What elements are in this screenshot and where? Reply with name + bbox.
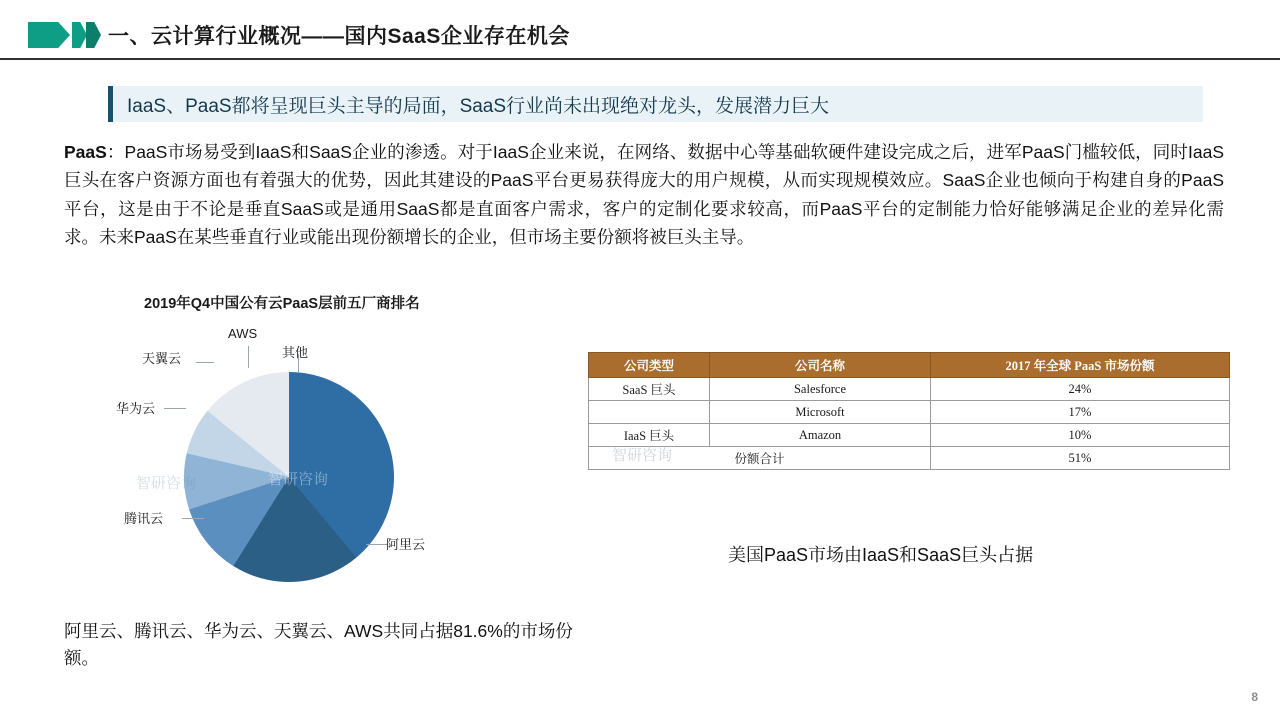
- leader-line-aws: [248, 346, 249, 368]
- pie-label-other: 其他: [282, 345, 309, 360]
- cell-company-name-microsoft: Microsoft: [710, 401, 931, 424]
- leader-line-tencent: [182, 518, 204, 519]
- table-header-market-share: 2017 年全球 PaaS 市场份额: [931, 353, 1230, 378]
- cell-share-amazon: 10%: [931, 424, 1230, 447]
- cell-share-microsoft: 17%: [931, 401, 1230, 424]
- page-number: 8: [1251, 690, 1258, 704]
- leader-line-tianyi: [196, 362, 214, 363]
- cell-total-share: 51%: [931, 447, 1230, 470]
- slide-header: [0, 0, 1280, 62]
- chevron-accent-icon: [28, 22, 70, 48]
- pie-label-huaweiyun: 华为云: [116, 401, 156, 416]
- table-row: [589, 378, 1230, 401]
- paas-share-table-block: [588, 352, 1220, 470]
- paragraph-lead-label: PaaS: [64, 142, 107, 162]
- pie-chart-title: 2019年Q4中国公有云PaaS层前五厂商排名: [144, 296, 420, 312]
- chevron-right-icon-1: [72, 22, 87, 48]
- pie-slices: [184, 372, 394, 582]
- page-title: 一、云计算行业概况——国内SaaS企业存在机会: [108, 25, 570, 48]
- cell-total-label: 份额合计: [589, 447, 931, 470]
- table-caption: 美国PaaS市场由IaaS和SaaS巨头占据: [728, 545, 1034, 565]
- banner-text: IaaS、PaaS都将呈现巨头主导的局面，SaaS行业尚未出现绝对龙头，发展潜力巨大: [127, 95, 830, 117]
- table-header-company-name: 公司名称: [710, 353, 931, 378]
- chart-caption: 阿里云、腾讯云、华为云、天翼云、AWS共同占据81.6%的市场份额。: [64, 621, 573, 669]
- table-row: [589, 424, 1230, 447]
- body-paragraph: [64, 138, 1224, 251]
- header-divider: [0, 58, 1280, 60]
- cell-company-type-iaas: IaaS 巨头: [589, 424, 710, 447]
- paragraph-text: ：PaaS市场易受到IaaS和SaaS企业的渗透。对于IaaS企业来说，在网络、数据中心等基础软硬件建设完成之后，进军PaaS门槛较低，同时IaaS巨头在客户资源方面也有着强大的优势，因此其建设的PaaS平台更易获得庞大的用户规模，从而实现规模效应。SaaS企业也倾向于构建自身的PaaS平台，这是由于不论是垂直SaaS或是通用SaaS都是直面客户需求，客户的定制化要求较高，而PaaS平台的定制能力恰好能够满足企业的差异化需求。未来PaaS在某些垂直行业或能出现份额增长的企业，但市场主要份额将被巨头主导。: [64, 142, 1224, 248]
- table-total-row: [589, 447, 1230, 470]
- paas-share-table: [588, 352, 1230, 470]
- table-watermark: 智研咨询: [612, 447, 673, 464]
- pie-chart-block: [116, 292, 510, 582]
- table-header-company-type: 公司类型: [589, 353, 710, 378]
- chart-watermark-center: 智研咨询: [268, 471, 329, 488]
- cell-company-name-amazon: Amazon: [710, 424, 931, 447]
- pie-label-aws: AWS: [228, 326, 258, 341]
- cell-share-salesforce: 24%: [931, 378, 1230, 401]
- pie-label-tencentyun: 腾讯云: [124, 511, 164, 526]
- cell-company-type-empty: [589, 401, 710, 424]
- leader-line-huawei: [164, 408, 186, 409]
- pie-label-aliyun: 阿里云: [386, 537, 426, 552]
- table-header-row: [589, 353, 1230, 378]
- cell-company-type-saas: SaaS 巨头: [589, 378, 710, 401]
- pie-label-tianyiyun: 天翼云: [142, 351, 182, 366]
- table-row: [589, 401, 1230, 424]
- chart-watermark-left: 智研咨询: [136, 475, 197, 492]
- chevron-right-icon-2: [86, 22, 101, 48]
- leader-line-aliyun: [366, 544, 388, 545]
- highlight-banner: [108, 86, 1203, 122]
- cell-company-name-salesforce: Salesforce: [710, 378, 931, 401]
